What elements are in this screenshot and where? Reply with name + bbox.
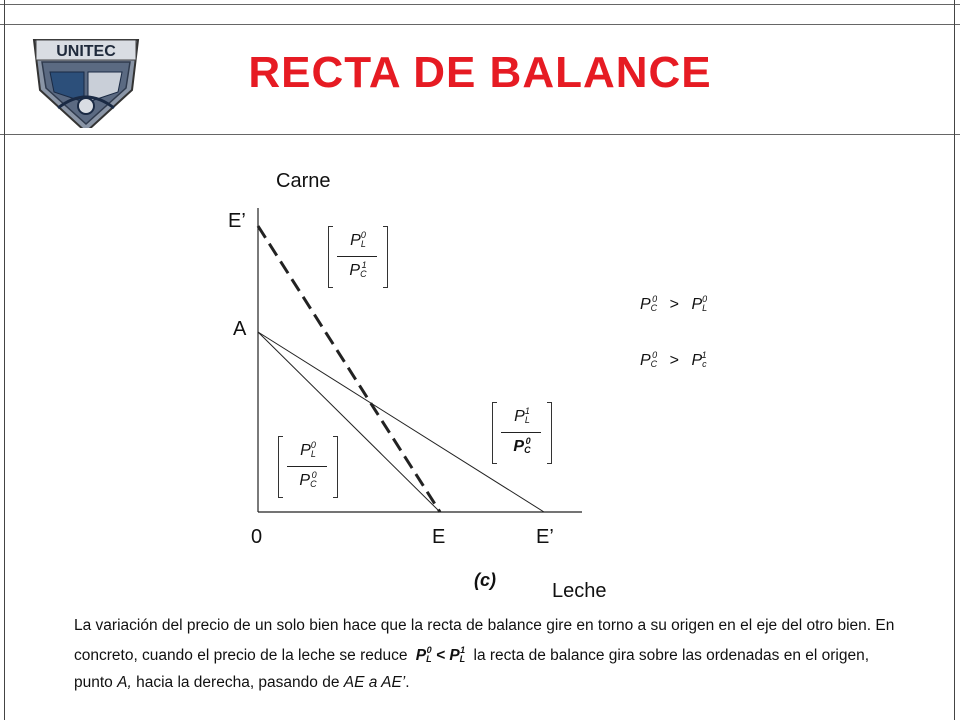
relation-2: $P_C^0 > P_c^1$ <box>640 350 707 369</box>
fraction-denominator: $P_C^0$ <box>513 436 531 455</box>
point-E-prime-y: E’ <box>228 210 246 232</box>
relation-1: $P_C^0 > P_L^0$ <box>640 294 708 313</box>
fraction-numerator: $P_L^0$ <box>300 440 316 459</box>
chart-label-c: (c) <box>474 570 496 590</box>
slope-fraction-dashed <box>328 226 388 286</box>
explanation-paragraph: La variación del precio de un solo bien hace que la recta de balance gire en torno a su origen en el eje del otro bien. En concreto, cuando el precio de la leche se reduce $P_L^0 < P_L^1$ la recta de balance gira sobre las ordenadas en el origen, punto A, hacia la derecha, pasando de AE a AE’. <box>74 617 895 691</box>
fraction-numerator: $P_L^1$ <box>514 406 530 425</box>
slope-fraction-initial <box>278 436 338 496</box>
fraction-numerator: $P_L^0$ <box>350 230 366 249</box>
point-E: E <box>432 526 446 548</box>
x-axis-label: Leche <box>552 580 607 602</box>
page-title: RECTA DE BALANCE <box>248 48 712 97</box>
y-axis-label: Carne <box>276 170 331 192</box>
point-E-prime-x: E’ <box>536 526 554 548</box>
fraction-denominator: $P_C^1$ <box>349 260 367 279</box>
price-relation-inline: $P_L^0 < P_L^1$ <box>415 645 466 664</box>
slope-fraction-new <box>492 402 552 462</box>
point-origin: 0 <box>251 526 263 548</box>
point-A: A <box>233 318 247 340</box>
fraction-denominator: $P_C^0$ <box>299 470 317 489</box>
svg-text:UNITEC: UNITEC <box>56 43 116 60</box>
